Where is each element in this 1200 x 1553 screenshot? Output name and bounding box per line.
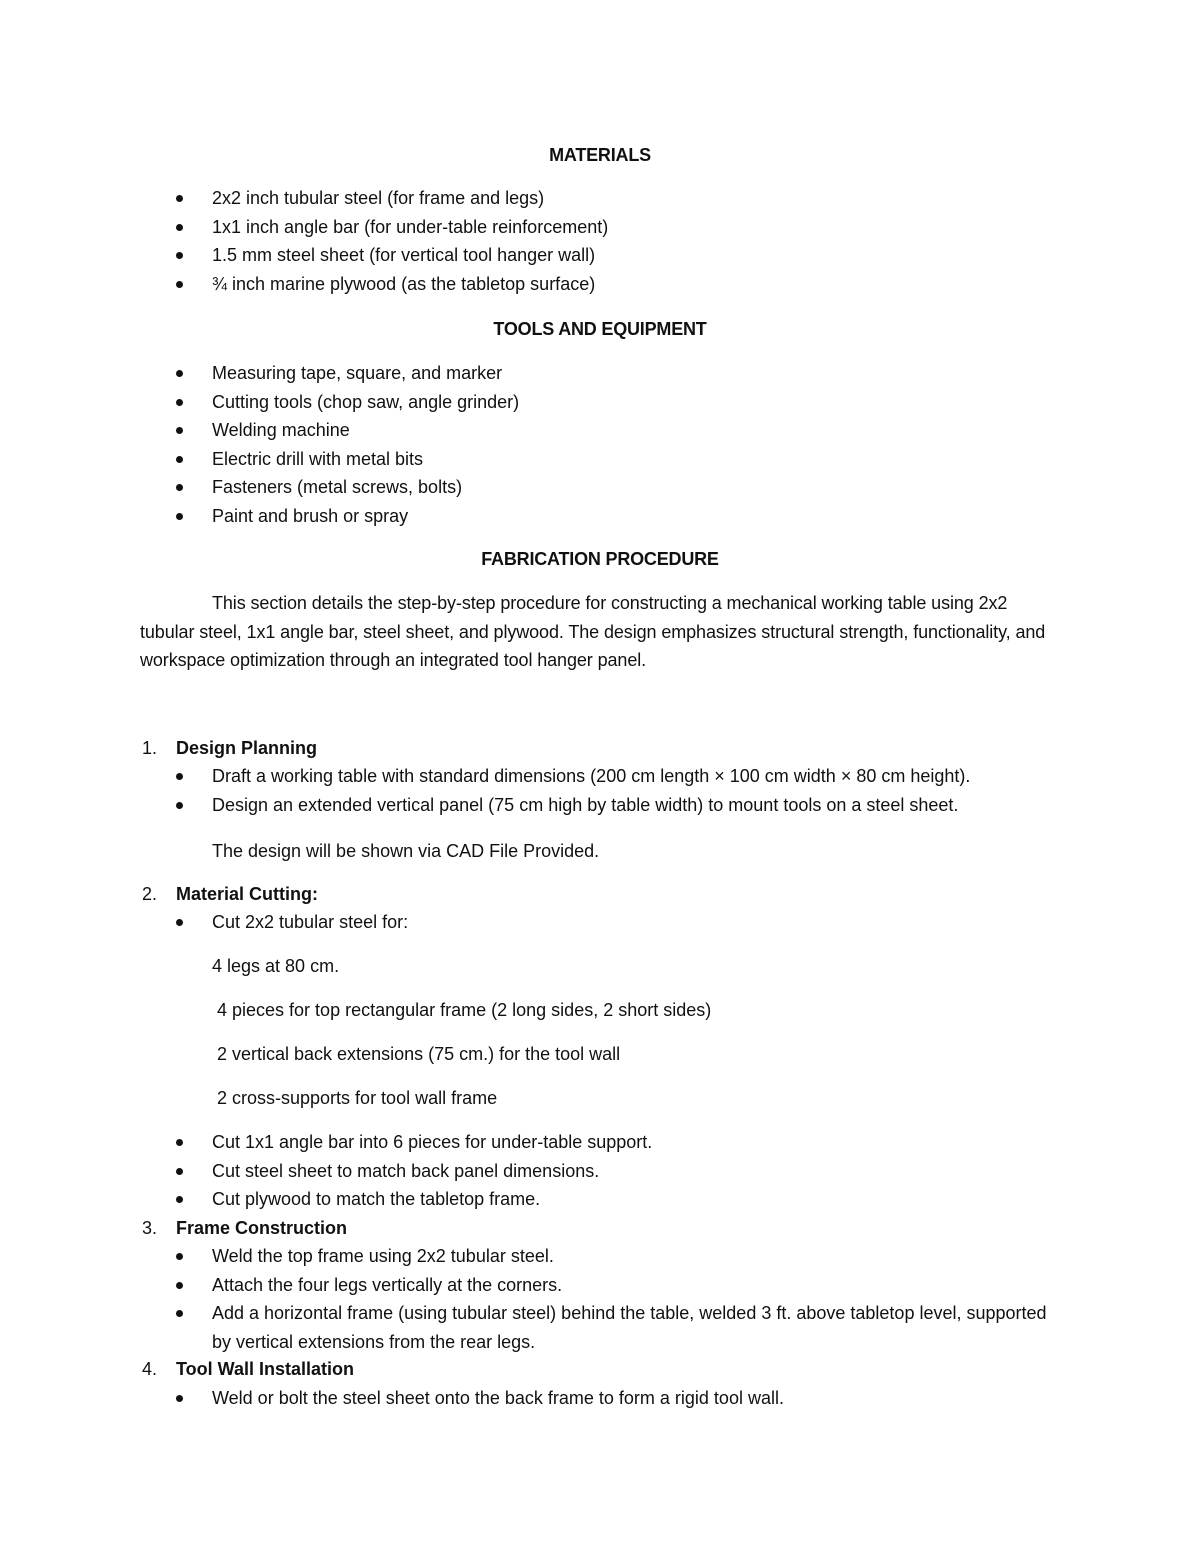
step-title: Material Cutting: (176, 884, 318, 904)
list-item: Paint and brush or spray (0, 502, 1112, 531)
bullet-icon (176, 484, 183, 491)
fabrication-heading: FABRICATION PROCEDURE (481, 549, 719, 569)
list-item: Cutting tools (chop saw, angle grinder) (0, 388, 1112, 417)
list-item: Weld or bolt the steel sheet onto the back frame to form a rigid tool wall. (0, 1384, 1112, 1413)
materials-heading: MATERIALS (549, 145, 651, 165)
bullet-icon (176, 1139, 183, 1146)
step-3-heading (142, 1214, 347, 1243)
step-2-bullets-b (0, 1128, 1112, 1214)
cut-list-line: 2 vertical back extensions (75 cm.) for the tool wall (212, 1044, 621, 1064)
materials-list (0, 184, 1112, 298)
list-item: ¾ inch marine plywood (as the tabletop surface) (0, 270, 1112, 299)
bullet-icon (176, 370, 183, 377)
list-item: 2x2 inch tubular steel (for frame and legs) (0, 184, 1112, 213)
list-item: Add a horizontal frame (using tubular steel) behind the table, welded 3 ft. above tabletop level, supported by vertical extensions from the rear legs. (0, 1299, 1062, 1356)
bullet-icon (176, 773, 183, 780)
cut-list-line: 4 legs at 80 cm. (212, 956, 340, 976)
step-number: 3. (142, 1218, 158, 1238)
list-item: Measuring tape, square, and marker (0, 359, 1112, 388)
list-item: Cut steel sheet to match back panel dimensions. (0, 1157, 1112, 1186)
fabrication-intro: This section details the step-by-step procedure for constructing a mechanical working table using 2x2 tubular steel, 1x1 angle bar, steel sheet, and plywood. The design emphasizes structural strength, functionality, and workspace optimization through an integrated tool hanger panel. (140, 593, 1046, 670)
cut-list-line: 2 cross-supports for tool wall frame (212, 1088, 498, 1108)
step-title: Frame Construction (176, 1218, 348, 1238)
bullet-icon (176, 399, 183, 406)
step-title: Design Planning (176, 738, 318, 758)
step-1-heading (142, 734, 317, 763)
step-3-bullets (0, 1242, 1112, 1356)
bullet-icon (176, 1168, 183, 1175)
step-2-bullets-a (0, 908, 1112, 937)
bullet-icon (176, 1282, 183, 1289)
step-1-bullets (0, 762, 1112, 819)
tools-list (0, 359, 1112, 530)
bullet-icon (176, 1395, 183, 1402)
bullet-icon (176, 919, 183, 926)
bullet-icon (176, 224, 183, 231)
list-item: Welding machine (0, 416, 1112, 445)
bullet-icon (176, 802, 183, 809)
list-item: Fasteners (metal screws, bolts) (0, 473, 1112, 502)
bullet-icon (176, 1253, 183, 1260)
list-item: Draft a working table with standard dimensions (200 cm length × 100 cm width × 80 cm height). (0, 762, 1112, 791)
list-item: Attach the four legs vertically at the corners. (0, 1271, 1112, 1300)
bullet-icon (176, 456, 183, 463)
bullet-icon (176, 281, 183, 288)
bullet-icon (176, 1196, 183, 1203)
list-item: Design an extended vertical panel (75 cm high by table width) to mount tools on a steel sheet. (0, 791, 1112, 820)
list-item: Cut 1x1 angle bar into 6 pieces for under-table support. (0, 1128, 1112, 1157)
step-number: 2. (142, 884, 158, 904)
list-item: 1.5 mm steel sheet (for vertical tool hanger wall) (0, 241, 1112, 270)
step-number: 1. (142, 738, 158, 758)
tools-heading: TOOLS AND EQUIPMENT (493, 319, 707, 339)
list-item: 1x1 inch angle bar (for under-table reinforcement) (0, 213, 1112, 242)
step-2-heading (142, 880, 318, 909)
bullet-icon (176, 1310, 183, 1317)
list-item: Cut plywood to match the tabletop frame. (0, 1185, 1112, 1214)
step-number: 4. (142, 1359, 158, 1379)
list-item: Cut 2x2 tubular steel for: (0, 908, 1112, 937)
bullet-icon (176, 427, 183, 434)
bullet-icon (176, 513, 183, 520)
list-item: Weld the top frame using 2x2 tubular steel. (0, 1242, 1112, 1271)
step-1-note: The design will be shown via CAD File Provided. (212, 841, 600, 861)
bullet-icon (176, 195, 183, 202)
bullet-icon (176, 252, 183, 259)
step-4-bullets (0, 1384, 1112, 1413)
list-item: Electric drill with metal bits (0, 445, 1112, 474)
step-4-heading (142, 1355, 354, 1384)
cut-list-line: 4 pieces for top rectangular frame (2 long sides, 2 short sides) (212, 1000, 712, 1020)
step-title: Tool Wall Installation (176, 1359, 354, 1379)
